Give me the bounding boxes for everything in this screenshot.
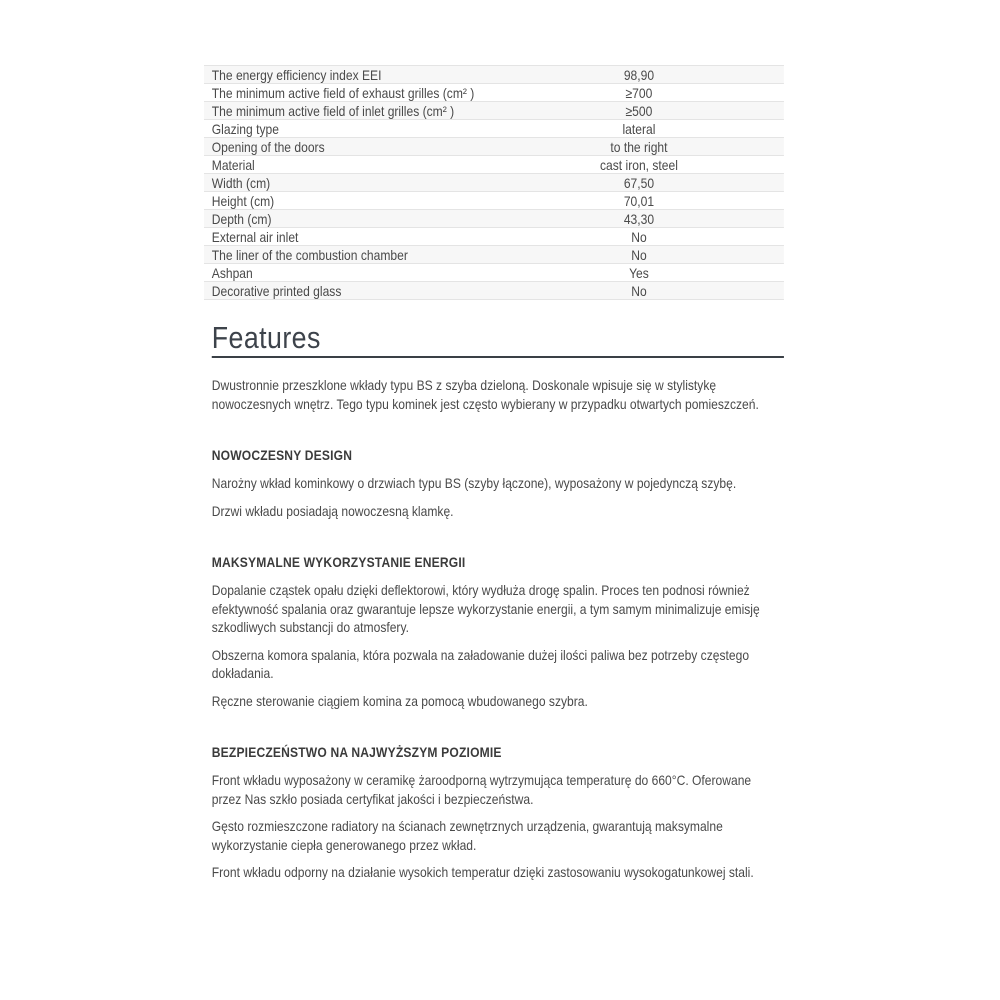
spec-value: 70,01 [623,192,655,209]
table-row [204,155,784,173]
feature-paragraph: Drzwi wkładu posiadają nowoczesną klamkę. [211,502,454,519]
table-row [204,191,784,209]
spec-value: Yes [629,264,649,281]
spec-label: Ashpan [211,264,253,281]
table-row [204,119,784,137]
spec-value: 43,30 [623,210,655,227]
section-heading: NOWOCZESNY DESIGN [211,447,353,463]
spec-label: The minimum active field of exhaust grilles (cm² ) [211,84,475,101]
spec-label: The liner of the combustion chamber [211,246,408,263]
feature-section [204,447,784,520]
spec-label: Material [211,156,255,173]
spec-value: cast iron, steel [599,156,678,173]
feature-paragraph: Narożny wkład kominkowy o drzwiach typu BS (szyby łączone), wyposażony w pojedynczą szybę. [211,475,737,491]
table-row [204,101,784,119]
feature-sections [204,447,784,882]
feature-paragraph: Ręczne sterowanie ciągiem komina za pomocą wbudowanego szybra. [211,692,588,709]
spec-label: Glazing type [211,120,279,137]
content-column [204,65,784,891]
spec-value: 67,50 [623,174,655,191]
table-row [204,263,784,281]
table-row [204,173,784,191]
table-row [204,245,784,263]
feature-paragraph: Gęsto rozmieszczone radiatory na ścianach zewnętrznych urządzenia, gwarantują maksymalne wykorzystanie ciepła generowanego przez wkład. [211,818,723,853]
spec-value: to the right [610,138,668,155]
spec-value: ≥700 [625,84,653,101]
spec-value: No [631,228,647,245]
spec-value: lateral [622,120,656,137]
spec-label: Depth (cm) [211,210,272,227]
features-title-rule [212,356,784,358]
feature-paragraph: Dopalanie cząstek opału dzięki deflektorowi, który wydłuża drogę spalin. Proces ten podnosi również efektywność spalania oraz gwarantuje lepsze wykorzystanie energii, a tym samym minimalizuje emisję szkodliwych substancji do atmosfery. [211,582,760,635]
spec-value: ≥500 [625,102,653,119]
feature-section [204,554,784,710]
spec-label: The energy efficiency index EEI [211,66,382,83]
spec-value: 98,90 [623,66,655,83]
table-row [204,281,784,299]
table-row [204,137,784,155]
spec-value: No [631,282,647,299]
spec-value: No [631,246,647,263]
table-row [204,209,784,227]
spec-label: The minimum active field of inlet grilles (cm² ) [211,102,455,119]
spec-label: External air inlet [211,228,299,245]
spec-label: Width (cm) [211,174,271,191]
section-heading: BEZPIECZEŃSTWO NA NAJWYŻSZYM POZIOMIE [211,744,502,760]
table-row [204,83,784,101]
table-row [204,227,784,245]
feature-section [204,744,784,882]
table-row [204,65,784,83]
spec-table [204,65,784,300]
section-heading: MAKSYMALNE WYKORZYSTANIE ENERGII [211,554,466,570]
feature-paragraph: Front wkładu wyposażony w ceramikę żaroodporną wytrzymująca temperaturę do 660°C. Oferowane przez Nas szkło posiada certyfikat jakości i bezpieczeństwa. [211,772,752,807]
spec-label: Height (cm) [211,192,275,209]
spec-label: Decorative printed glass [211,282,342,299]
feature-paragraph: Obszerna komora spalania, która pozwala na załadowanie dużej ilości paliwa bez potrzeby częstego dokładania. [211,646,750,681]
features-title: Features [211,320,321,355]
features-intro: Dwustronnie przeszklone wkłady typu BS z szyba dzieloną. Doskonale wpisuje się w stylistykę nowoczesnych wnętrz. Tego typu kominek jest często wybierany w przypadku otwartych pomieszczeń. [211,377,759,412]
feature-paragraph: Front wkładu odporny na działanie wysokich temperatur dzięki zastosowaniu wysokogatunkowej stali. [211,864,754,880]
spec-label: Opening of the doors [211,138,325,155]
